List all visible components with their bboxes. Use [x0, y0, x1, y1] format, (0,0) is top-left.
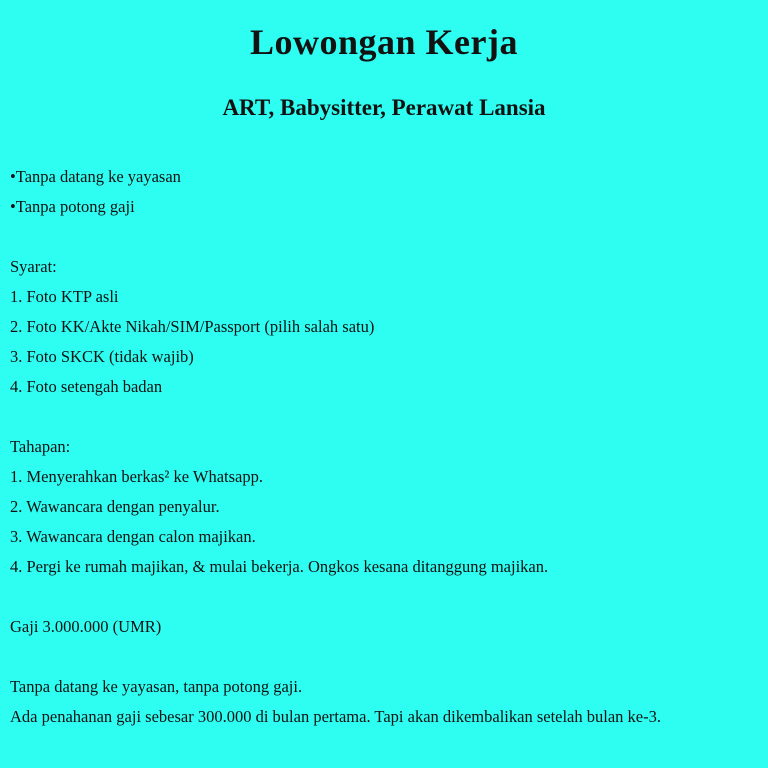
salary-section — [10, 612, 756, 642]
flyer-body — [0, 162, 768, 732]
requirement-item: 4. Foto setengah badan — [10, 377, 163, 396]
highlight-line: •Tanpa datang ke yayasan — [10, 167, 181, 186]
highlight-line: •Tanpa potong gaji — [10, 197, 135, 216]
footer-note-line: Tanpa datang ke yayasan, tanpa potong gaji. — [10, 677, 303, 696]
requirements-section — [10, 252, 756, 402]
stages-heading: Tahapan: — [10, 437, 71, 456]
requirement-item: 2. Foto KK/Akte Nikah/SIM/Passport (pilih salah satu) — [10, 317, 375, 336]
stage-item: 4. Pergi ke rumah majikan, & mulai bekerja. Ongkos kesana ditanggung majikan. — [10, 557, 549, 576]
stage-item: 2. Wawancara dengan penyalur. — [10, 497, 220, 516]
salary-line: Gaji 3.000.000 (UMR) — [10, 617, 162, 636]
highlights-section — [10, 162, 756, 222]
requirement-item: 1. Foto KTP asli — [10, 287, 119, 306]
footer-note-section — [10, 672, 756, 732]
page-title: Lowongan Kerja — [250, 22, 518, 62]
requirements-heading: Syarat: — [10, 257, 57, 276]
footer-note-line: Ada penahanan gaji sebesar 300.000 di bulan pertama. Tapi akan dikembalikan setelah bulan ke-3. — [10, 707, 661, 726]
requirement-item: 3. Foto SKCK (tidak wajib) — [10, 347, 194, 366]
stage-item: 1. Menyerahkan berkas² ke Whatsapp. — [10, 467, 263, 486]
page-subtitle: ART, Babysitter, Perawat Lansia — [222, 95, 546, 120]
stages-section — [10, 432, 756, 582]
stage-item: 3. Wawancara dengan calon majikan. — [10, 527, 256, 546]
